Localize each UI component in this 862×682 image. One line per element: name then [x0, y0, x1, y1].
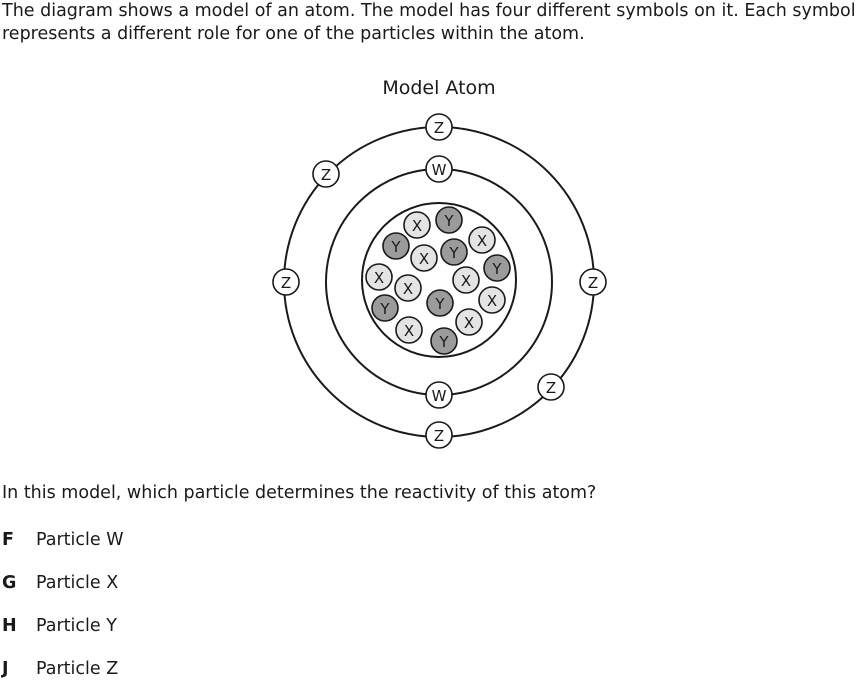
choice-g[interactable]	[2, 572, 118, 595]
particle-x-7	[366, 264, 392, 290]
particle-y-11	[372, 295, 398, 321]
particle-y-17	[431, 328, 457, 354]
particle-w-2-label: W	[431, 387, 447, 405]
particle-x-9-label: X	[460, 272, 472, 290]
particle-x-5	[411, 245, 437, 271]
particle-x-12-label: X	[486, 292, 498, 310]
particle-w-1-label: W	[431, 161, 447, 179]
particle-x-15-label: X	[463, 314, 475, 332]
choice-letter: G	[2, 573, 17, 593]
particle-z-6	[426, 422, 452, 448]
particle-w-1	[426, 156, 452, 182]
particle-y-14-label: Y	[435, 295, 445, 313]
choice-text: Particle X	[36, 573, 119, 593]
particle-y-2	[436, 207, 462, 233]
intro-text: The diagram shows a model of an atom. The model has four different symbols on it. Each symbol represents a different role for one of the particles within the atom.	[2, 1, 856, 44]
choice-text: Particle W	[36, 530, 124, 550]
particle-x-3-label: X	[476, 232, 488, 250]
particle-z-2-label: Z	[320, 166, 332, 184]
particle-z-3-label: Z	[280, 274, 292, 292]
choice-text: Particle Y	[36, 616, 117, 636]
particle-z-5-label: Z	[545, 379, 557, 397]
particle-x-8-label: X	[402, 280, 414, 298]
particle-y-17-label: Y	[439, 333, 449, 351]
particle-z-2	[313, 161, 339, 187]
particle-y-2-label: Y	[444, 212, 454, 230]
particle-x-13	[396, 317, 422, 343]
choice-j[interactable]	[2, 658, 118, 681]
particle-z-3	[273, 269, 299, 295]
choice-letter: J	[2, 659, 9, 679]
choice-letter: H	[2, 616, 17, 636]
particle-x-15	[456, 309, 482, 335]
choice-text: Particle Z	[36, 659, 119, 679]
particle-y-10	[484, 255, 510, 281]
particle-x-1-label: X	[411, 217, 423, 235]
particle-y-14	[427, 290, 453, 316]
particle-x-1	[404, 212, 430, 238]
particle-x-5-label: X	[418, 250, 430, 268]
particle-z-4	[580, 269, 606, 295]
particle-w-2	[426, 382, 452, 408]
particle-z-1-label: Z	[433, 119, 445, 137]
particle-z-1	[426, 114, 452, 140]
particle-x-3	[469, 227, 495, 253]
particle-y-11-label: Y	[380, 300, 390, 318]
particle-y-4	[383, 233, 409, 259]
choice-f[interactable]	[2, 529, 124, 552]
choice-h[interactable]	[2, 615, 117, 638]
question-text: In this model, which particle determines the reactivity of this atom?	[2, 483, 597, 503]
particle-z-4-label: Z	[587, 274, 599, 292]
diagram-title: Model Atom	[382, 77, 496, 99]
particle-x-7-label: X	[373, 269, 385, 287]
particle-y-6-label: Y	[449, 244, 459, 262]
particle-x-9	[453, 267, 479, 293]
particle-z-5	[538, 374, 564, 400]
particle-x-8	[395, 275, 421, 301]
particle-x-13-label: X	[403, 322, 415, 340]
choice-letter: F	[2, 530, 14, 550]
particle-x-12	[479, 287, 505, 313]
particle-y-6	[441, 239, 467, 265]
particle-z-6-label: Z	[433, 427, 445, 445]
particle-y-4-label: Y	[391, 238, 401, 256]
particle-y-10-label: Y	[492, 260, 502, 278]
